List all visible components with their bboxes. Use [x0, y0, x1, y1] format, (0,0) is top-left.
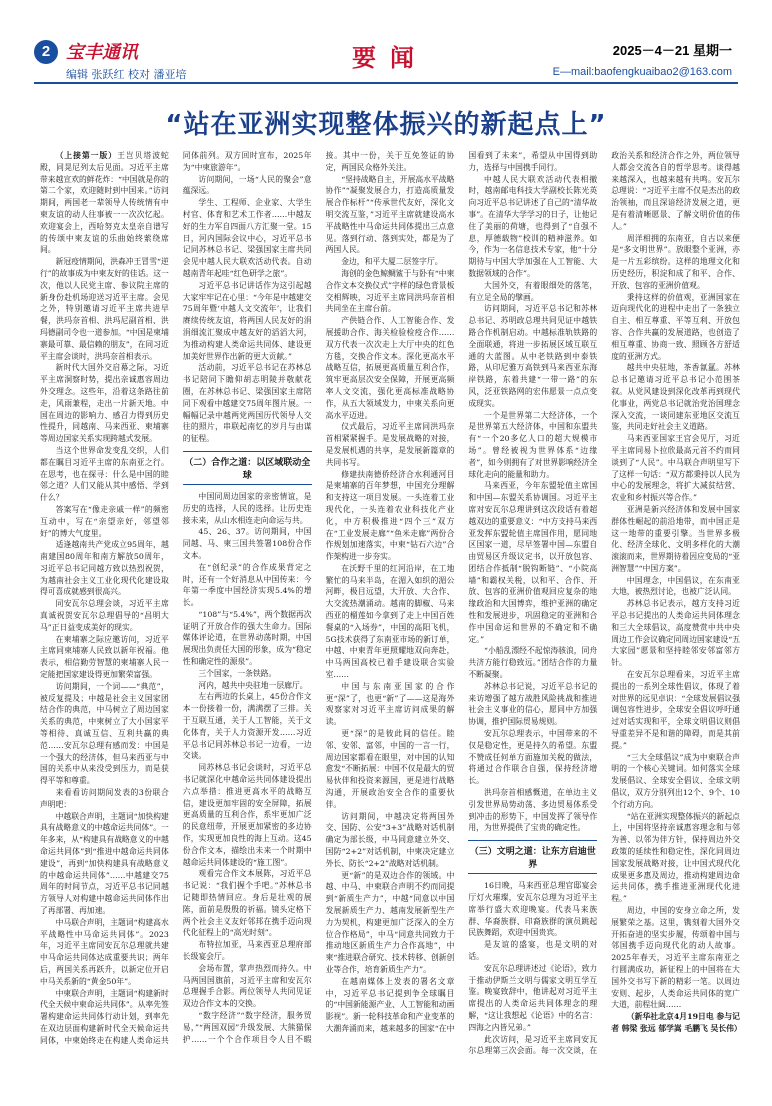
article-paragraph: 中柬联合声明，主题词“构建新时代全天候中柬命运共同体”。从率先签署构建命运共同体行动计划，到率先在双边层面构建新时代全天候命运共同体，中柬始终走在构建人类命运共同体前列。双方回时宣布，2025年为“中柬旅游年”。 — [40, 151, 312, 1045]
article-paragraph: 访问期间，习近平总书记和苏林总书记、苏明政总理共同见证中越铁路合作机制启动。中越标准轨铁路的全面联通，将进一步拓展区域互联互通的大蓝图。从中老铁路到中泰铁路，从印尼雅万高铁到马来西亚东海岸铁路，东着共建“一带一路”的东风，泛亚铁路网的宏伟愿景一点点变成现实。 — [468, 304, 598, 408]
page-number: 2 — [34, 40, 58, 64]
section-title: 要闻 — [352, 44, 428, 72]
article-paragraph: 45、26、37。访问期间，中国同越、马、柬三国共签署108份合作文本。 — [182, 527, 312, 560]
page-header — [0, 0, 772, 81]
article-paragraph: 中国与东南亚国家的合作更“深”了，也更“新”了——这是海外观察家对习近平主席访问成果的解读。 — [325, 681, 455, 727]
article-paragraph: 修建扶南德侨经济合水利通河目是柬埔寨的百年梦想，中国充分理解和支持这一项目发展。一头连着工业现代化，一头连着农业科技化产业化，中方积极推进“四个三”双方在“工业发展走廊”“鱼米走廊”两份合作规划加速落实，中柬“钻石六边”合作架构进一步夯实。 — [325, 469, 455, 562]
paragraph-text: 王岂贝塔波蛇殿，同晃尼列太后见面。习近平主席带来越宣欢的鲜花炸：“中国就是你的第二个家，欢迎随时到中国来。”访问期间，两国老一辈领导人传统情有中柬友谊的动人往事被一一次次忆起。欢迎宴会上，西哈努克太皇亲自谱写的传颂中柬友谊的乐曲始终萦绕席间。 — [40, 151, 169, 255]
article-paragraph: 三个国家，一条铁路。 — [198, 668, 277, 678]
article-paragraph: 大国外交，有着眼细处的落笔，有立足全局的擘画。 — [468, 280, 598, 302]
article-body — [40, 150, 740, 1070]
article-paragraph: 访问期间，中越决定将两国外交、国防、公安“3+3”战略对话机制确定为部长级，中马同意建立外交、国防“2+2”对话机制，中柬决定建立外长、防长“2+2”战略对话机制。 — [325, 811, 455, 868]
article-paragraph: 亚洲是新兴经济体和发展中国家群体性崛起的前沿地带，而中国正是这一地带的重要引擎。当世界多极化、经济全球化、文明多样化的大潮滚滚而来，世界期待着因应变局的“亚洲智慧”“中国方案”。 — [611, 504, 740, 573]
article-paragraph: “数字经济”“数字经济，服务贸易，”“两国双园”升级发展、大熊猫保护……一个个合作项目令人目不暇接。其中一份，关于互免签证的协定，两国民众格外关注。 — [182, 151, 455, 1044]
editor-credits: 编辑 张跃红 校对 潘亚培 — [66, 68, 187, 81]
article-paragraph: 观看完合作文本展陈，习近平总书记说：“我们握个手吧。”苏林总书记随即热情回应。身后是壮观的展陈，面前是殷殷的祈福。镜头定格下两个社会主义友好邻邦在携手迈向现代化征程上的“高光时刻”。 — [182, 869, 312, 938]
article-paragraph: 适逢越南共产党成立95周年，越南建国80周年和南方解放50周年，习近平总书记同越方致以热烈祝贺，为越南社会主义工业化现代化建设取得可喜成就感到很高兴。 — [40, 540, 169, 597]
article-paragraph: 同安瓦尔总理会谈，习近平主席真诚祝贺安瓦尔总理倡导的“昌明大马”正日益变成美好的现实。 — [40, 599, 169, 632]
article-paragraph: 仪式最后，习近平主席同洪玛奈首相紧紧握手。是发展战略的对接，是发展机遇的共享，是发展新篇章的共同书写。 — [325, 422, 455, 467]
article-paragraph: 产供链合作、人工智能合作、发展援助合作、海关检验检疫合作……双方代表一次次走上大厅中央的红色方毯，交换合作文本。深化更高水平战略互信，拓展更高质量互利合作，筑牢更高层次安全保障，开展更高频率人文交流，强化更高标准战略协作，从五大领域发力，中柬关系向更高水平迈进。 — [325, 316, 455, 420]
article-paragraph: 马来西亚，今年东盟轮值主席国和中国—东盟关系协调国。习近平主席对安瓦尔总理讲到这次段话有着超越双边的重要意义：“中方支持马来西亚发挥东盟轮值主席国作用，愿同地区国家一道，尽早签署中国—东盟自由贸易区升级议定书，以开放包容、团结合作抵制“脱钩断链”、“小院高墙”和霸权关税，以和平、合作、开放、包容的亚洲价值观回应复杂的地缘政治和大国博弈，维护亚洲的确定性和发展进步，巩固稳定的亚洲和合作中国命运和世界的不确定和不确定。” — [468, 481, 598, 644]
masthead-logo: 宝丰通讯 — [66, 42, 138, 62]
article-paragraph: 习近平总书记讲话作为这引起越大家牢牢记在心里：“今年是中越建交75周年暨‘中越人文交流年’，让我们赓续传统友谊，将两国人民友好的涓涓细流汇聚成中越友好的滔滔大河，为推动构建人类命运共同体、建设更加美好世界作出新的更大贡献。” — [182, 280, 312, 361]
article-paragraph: 中国理念，中国倡议，在东南亚大地，被热烈讨论，也被广泛认同。 — [611, 575, 740, 597]
article-paragraph: 当这个世界命发变乱交织，人们都在瞩目习近平主席的东南亚之行。在思考，也在探寻：什么是中国的睦邻之道？人们又能从其中感悟、学到什么？ — [40, 445, 169, 503]
article-paragraph: 洪玛奈首相感慨道，在单边主义引发世界局势动荡、多边贸易体系受到冲击的形势下，中国发挥了领导作用，为世界提供了宝贵的确定性。 — [468, 788, 598, 833]
article-paragraph: 金边，和平大厦二层签字厅。 — [341, 257, 443, 267]
article-paragraph: 越共中央驻地，茶香氤氲。苏林总书记邀请习近平总书记小范围茶叙。从党风建设到深化改革再到现代化事业，两党总书记就治党治国理念深入交流，一谈同建东亚地区交流互鉴，共同走好社会主义道路。 — [611, 363, 740, 432]
article-paragraph — [40, 150, 169, 256]
subheading-cooperation: （二）合作之道：以区域联动全球 — [183, 451, 312, 485]
article-paragraph: 在越南媒体上发表的署名文章中，习近平总书记提到争全球瞩目的“中国新能源产业、人工智能和动画影视”。新一轮科技革命和产业变革的大潮奔涌而来，越来越多的国家“在中国看到了未来”，希望从中国得到助力，选择与中国携手同行。 — [325, 151, 598, 1033]
article-paragraph: 苏林总书记说，习近平总书记的来访增强了越方战胜风险挑战和推进社会主义事业的信心，愿同中方加强协调，推护国际贸易规则。 — [468, 681, 598, 727]
article-paragraph: 海创的金色鲸鲷鲨于与卧有“中柬合作文本交换仪式”字样的绿色背景板交相辉映，习近平主席同洪玛奈首相共同坐在主席台前。 — [325, 268, 455, 314]
article-paragraph: 河内，越共中央驻地一层廊厅。 — [198, 680, 308, 690]
article-paragraph: 在安瓦尔总理看来，习近平主席提出的一系列全球性倡议，体现了着对世界的远见卓识：“全球发展倡议强调包容性进步，全球安全倡议呼吁通过对话实现和平，全球文明倡议则倡导重差异不是和谐的障碍，而是其前提。” — [611, 670, 740, 750]
article-headline: “站在亚洲实现整体振兴的新起点上” — [165, 110, 607, 140]
article-paragraph: 同苏林总书记会谈时，习近平总书记就深化中越命运共同体建设提出六点举措：推进更高水平的战略互信，建设更加牢固的安全屏障，拓展更高质量的互利合作，系牢更加广泛的民意纽带，开展更加紧密的多边协作，实现更加良性的海上互动。这45份合作文本，描绘出未来一个时期中越命运共同体建设的“施工图”。 — [182, 763, 312, 867]
article-paragraph: 中马联合声明，主题词“构建高水平战略性中马命运共同体”。2023年，习近平主席同安瓦尔总理就共建中马命运共同体达成重要共识；两年后，两国关系再跃升，以新定位开启中马关系新的“黄金50年”。 — [40, 917, 169, 986]
article-paragraph: 更“深”的是彼此间的信任。睦邻、安邻、富邻，中国的一言一行，周边国家都看在眼里，对中国的认知愈发“不断拓展：中国不仅是最大的贸易伙伴和投资来源国，更是进行战略沟通，开展政治安全合作的重要伙伴。 — [325, 729, 455, 809]
article-paragraph: 新时代大国外交启幕之际，习近平主席洞察时势，提出亲诚惠容周边外交理念。这些年，沿着这条路往前走，风雨兼程，走出一片新天地。中国在周边的影响力、感召力得到历史性提升，同越南、马来西亚、柬埔寨等周边国家关系实现跨越式发展。 — [40, 363, 169, 444]
article-paragraph: 在沃野千里的红河沿岸，在工地繁忙的马来半岛，在湄入如织的湄公河畔，极目远望，大开放、大合作、大交流热潮涌动。越南的脚椒、马来西亚的榴莲如今拿到了走上中国百姓餐桌的“入场券”，中国的高阳飞机，5G技术获得了东南亚市场的新订单，中越、中柬青年更照耀地双向奔赴，中马两国高校已着手建设联合实验室…… — [325, 563, 455, 680]
article-paragraph: 活动前，习近平总书记在苏林总书记陪同下瞻仰胡志明陵并敬献花圈，在苏林总书记、梁强国家主席陪同下观看中越建交75周年图片展。一幅幅记录中越两党两国历代领导人交往的照片，串联起南忆的岁月与由谋的征程。 — [182, 363, 312, 444]
article-paragraph: 答案写在“像走亲戚一样”的频密互动中，写在“亲望亲好，邻望邻好”的博大气度里。 — [40, 504, 169, 538]
article-credit: （新华社北京4月19日电 参与记者 韩梁 张远 郁学嵩 毛鹏飞 吴长伟） — [611, 1012, 742, 1033]
article-paragraph: 访问期间，一场“人民的聚会”意蕴深远。 — [182, 174, 312, 196]
article-paragraph: “三大全球倡议”成为中柬联合声明的一个核心关键词。如何落实全球发展倡议、全球安全倡议、全球文明倡议，双方分别列出12个、9个、10个行动方向。 — [611, 752, 740, 809]
article-paragraph: 中越人民大联欢活动代表相撤时，越南邮电科技大学副校长陈光英向习近平总书记讲述了自己的“清华故事”。在清华大学学习的日子，让他记住了美丽的荷塘，也得到了“自强不息，厚德载物”校训的精神滋养。如今，作为一名信息技术专家，他“十分期待与中国大学加强在人工智能、大数据领域的合作”。 — [468, 174, 598, 278]
article-paragraph: 秉持这样的价值观，亚洲国家在迈向现代化的进程中走出了一条独立自主、相互尊重、平等互利、开放包容、合作共赢的发展道路，也创造了相互尊重、协商一致、照顾各方舒适度的亚洲方式。 — [611, 292, 740, 361]
article-paragraph: 苏林总书记表示，越方支持习近平总书记提出的人类命运共同体理念和三大全球倡议，高度赞赏中共中央周边工作会议确定同周边国家建设“五大家园”愿景和坚持睦邻安邻富邻方针。 — [611, 599, 740, 668]
article-paragraph: 学生、工程师、企业家、大学生村官、体育和艺术工作者……中越友好的生力军自四面八方汇聚一堂。15日，河内国际会议中心，习近平总书记同苏林总书记、梁强国家主席共同会见中越人民大联欢活动代表。自动越南青年起哇“红色研学之旅”。 — [182, 198, 312, 278]
article-paragraph: 安瓦尔总理表示，中国带来的不仅是稳定性，更是持久的希望。东盟不赞成任何单方面施加关税的做法，将通过合作联合自强，保持经济增长。 — [468, 729, 598, 786]
article-paragraph: 更“新”的是双边合作的领域。中越、中马、中柬联合声明不约而同提到“新质生产力”，中越“同意以中国发展新质生产力、越南发展新型生产力为契机，构建更加广泛深入的全方位合作格局”，中马“同意共同致力于推动地区新质生产力合作高地”，中柬“推进联合研究、技术转移、创新创业等合作，培育新质生产力”。 — [325, 870, 455, 974]
article-paragraph: 中国同周边国家的亲密情谊，是历史的选择，人民的选择。让历史连接未来，从山水相连走向命运与共。 — [182, 491, 312, 525]
article-paragraph: 此次访问，是习近平主席同安瓦尔总理第三次会面。每一次交谈，在政治关系和经济合作之外，两位领导人都会交流各自的哲学思考。谈得越来越深入，也越来越有共鸣。安瓦尔总理说：“习近平主席不仅是杰出的政治领袖，而且深谙经济发展之道，更是有着清晰愿景、了解文明价值的伟人。” — [468, 151, 740, 1056]
article-paragraph: “站在亚洲实现整体振兴的新起点上，中国将坚持亲诚惠容理念和与邻为善、以邻为伴方针，保持周边外交政策的延续性和稳定性，深化同周边国家发展战略对接，让中国式现代化成果更多惠及周边，推动构建周边命运共同体，携手推进亚洲现代化进程。” — [611, 811, 740, 904]
dateline: （上接第一版） — [55, 151, 118, 160]
article-paragraph: 布特拉加亚，马来西亚总理府部长级宴会厅。 — [182, 940, 312, 961]
article-paragraph: 中越联合声明，主题词“加快构建具有战略意义的中越命运共同体”。一年多来，从“构建具有战略意义的中越命运共同体”到“推进中越命运共同体建设”，再到“加快构建具有战略意义的中越命运共同体”……中越建交75周年的时间节点，习近平总书记同越方领导人对构建中越命运共同体作出了再部署、再加速。 — [40, 811, 169, 915]
article-paragraph: 是友谊的盛宴，也是文明的对话。 — [468, 940, 598, 961]
article-paragraph: 周洋相拥的东南亚，自古以来便是“多文明世界”。放眼整个亚洲，亦是一片五彩缤纷。这样的地理文化和历史经历，积淀和成了和平、合作、开放、包容的亚洲价值观。 — [611, 233, 740, 290]
subheading-civilization: （三）文明之道：让东方启迪世界 — [468, 840, 597, 874]
contact-email: E—mail:baofengkuaibao2@163.com — [552, 66, 732, 78]
article-paragraph: 左右两边的长桌上，45份合作文本一份接着一份，满满摆了三排。关于互联互通，关于人工智能，关于文化体育，关于人力资源开发……习近平总书记同苏林总书记一边看，一边交谈。 — [182, 692, 312, 761]
article-paragraph: 安瓦尔总理讲述过《论语》，致力于推动伊斯兰文明与儒家文明互学互鉴。晚宴致辞中，他讲起对习近平主席提出的人类命运共同体理念的理解，“这让我想起《论语》中的名言：四海之内皆兄弟。” — [468, 963, 598, 1032]
article-paragraph: 马来西亚国家王宫会见厅，习近平主席同易卜拉欣最高元首不约而同谈到了“人民”。中马联合声明里写下了这样一句话：“双方都秉持以人民为中心的发展理念，将扩大减贫结营、农业和乡村振兴等合作。” — [611, 434, 740, 503]
article-paragraph: 一个是世界第二大经济体，一个是世界第五大经济体，中国和东盟共有“一个20多亿人口的超大规模市场”。曾经被视为世界体系“边缘者”，如今则拥有了对世界影响经济全球化走向的能量和助力。 — [468, 410, 598, 479]
header-divider — [34, 82, 738, 84]
article-paragraph: 新冠疫情期间，洪森冲王冒雪“逆行”的故事成为中柬友好的佳话。这一次，他以人民党主席、参议院主席的新身份赴机场迎送习近平主席。会见之外，特别邀请习近平主席共进早餐，洪玛奈首相、洪玛尼副首相、洪玛德副司令也一道参加。“中国是柬埔寨最可靠、最信赖的朋友”，在同习近平主席会谈时，洪玛奈首相表示。 — [40, 257, 169, 361]
article-paragraph: “坚持战略自主，开展高水平战略协作”“凝聚发展合力，打造高质量发展合作标杆”“传承世代友好，深化文明交流互鉴，”习近平主席就建设高水平战略性中马命运共同体提出三点意见。落到行动、落到实处，都是为了两国人民。 — [325, 174, 455, 255]
article-paragraph: 在柬埔寨之际应邀访问，习近平主席同柬埔寨人民致以新年祝福。他表示，相信勤劳智慧的柬埔寨人民一定能把国家建设得更加繁荣富强。 — [40, 634, 169, 680]
article-paragraph: 来看看访问期间发表的3份联合声明吧： — [40, 788, 169, 809]
article-paragraph: 周边，中国的安身立命之所，发展繁荣之基。这里，镌刻着大国外交开拓奋进的坚实步履，传颂着中国与邻国携手迈向现代化的动人故事。2025年春天，习近平主席东南亚之行圆满成功，新征程上的中国将在大国外交书写下新的精彩一笔。以周边安则、起步，人类命运共同体的宽广大道，前程壮阔…… — [611, 906, 740, 1010]
article-paragraph: 16日晚，马来西亚总理官邸宴会厅灯火璀璨，安瓦尔总理为习近平主席举行盛大欢迎晚宴。代表马来族群、华裔族群、印裔族群的演员跳起民族舞蹈，欢迎中国贵宾。 — [468, 881, 598, 938]
article-paragraph: 会场布置，掌声热烈而持久。中马两国国旗前，习近平主席和安瓦尔总理握手合影。两位领导人共同见证双边合作文本的交换。 — [182, 963, 312, 1009]
article-paragraph: 访问期间，一个词——“典范”，被反复提及；中越是社会主义国家团结合作的典范，中马树立了周边国家关系的典范，中柬树立了大小国家平等相待、真诚互信、互利共赢的典范……安瓦尔总理有感而发：中国是一个强大的经济体，但马来西亚与中国的关系中从来没受到压力，而是获得平等和尊重。 — [40, 681, 169, 786]
article-paragraph: 在“创纪录”的合作成果背定之时，还有一个好消息从中国传来：今年第一季度中国经济实现5.4%的增长。 — [182, 562, 312, 608]
article-paragraph: “小船乱漂经不起惊涛骇浪，同舟共济方能行稳致远。”团结合作的力量不断凝聚。 — [468, 646, 598, 680]
article-paragraph: “108”与“5.4%”，两个数据再次证明了开放合作的强大生命力。国际媒体评论道，在世界动荡时期，中国展现出负责任大国的形象，成为“稳定性和确定性的源泉”。 — [182, 609, 312, 667]
issue-date: 2025－4－21 星期一 — [612, 43, 732, 58]
